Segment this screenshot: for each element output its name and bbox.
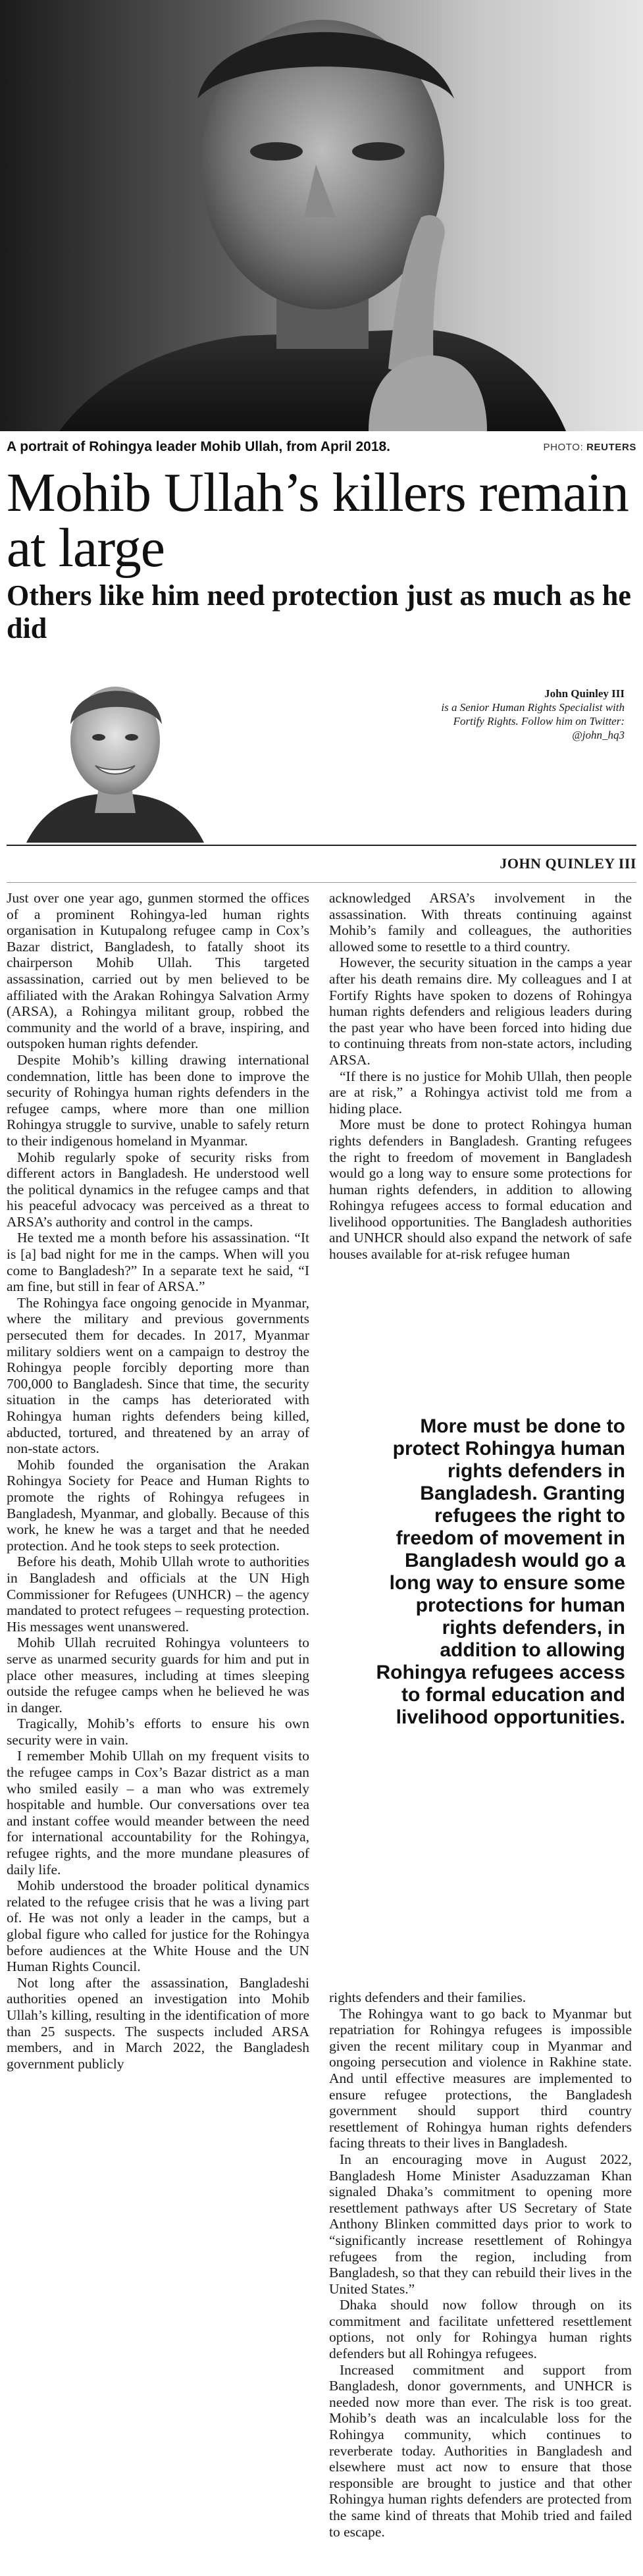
paragraph: rights defenders and their families. [329,1989,527,2005]
paragraph: I remember Mohib Ullah on my frequent visits to the refugee camps in Cox’s Bazar district as a man who smiled easily – a man who was extremely hospitable and humble. Our conversations over tea and instant coffee would meander between the need for international accountability for the Rohingya, refugee rights, and the more mundane pleasures of daily life. [7,1748,309,1878]
paragraph: Tragically, Mohib’s efforts to ensure his own security were in vain. [7,1716,309,1748]
photo-caption: A portrait of Rohingya leader Mohib Ullah, from April 2018. [7,439,391,454]
headline: Mohib Ullah’s killers remain at large [7,462,629,579]
paragraph: In an encouraging move in August 2022, Bangladesh Home Minister Asaduzzaman Khan signaled Dhaka’s commitment to opening more resettlement pathways after US Secretary of State Anthony Blinken committed days prior to work to “significantly increase resettlement of Rohingya refugees from the region, including from Bangladesh, so that they can rebuild their lives in the United States.” [329,2151,632,2297]
paragraph: The Rohingya face ongoing genocide in Myanmar, where the military and previous governments persecuted them for decades. In 2017, Myanmar military soldiers went on a campaign to destroy the Rohingya people forcibly deporting more than 700,000 to Bangladesh. Since that time, the security situation in the camps has deteriorated with Rohingya human rights defenders being killed, abducted, tortured, and threatened by an array of non-state actors. [7,1294,309,1457]
paragraph: acknowledged ARSA’s involvement in the assassination. With threats continuing against Mohib’s family and colleagues, the authorities allowed some to resettle to a third country. [329,890,632,955]
paragraph: Just over one year ago, gunmen stormed the offices of a prominent Rohingya-led human rights organisation in Kutupalong refugee camp in Cox’s Bazar district, Bangladesh, to fatally shoot its chairperson Mohib Ullah. This targeted assassination, carried out by men believed to be affiliated with the Arakan Rohingya Salvation Army (ARSA), a Rohingya militant group, robbed the community and the world of a brave, inspiring, and outspoken human rights defender. [7,890,309,1052]
paragraph: Before his death, Mohib Ullah wrote to authorities in Bangladesh and officials at the UN High Commissioner for Refugees (UNHCR) – the agency mandated to protect refugees – requesting protection. His messages went unanswered. [7,1554,309,1635]
paragraph: Mohib Ullah recruited Rohingya volunteers to serve as unarmed security guards for him and put in place other measures, including at times sleeping outside the refugee camps when he believed he was in danger. [7,1635,309,1716]
photo-credit-label: PHOTO: [543,441,584,453]
paragraph: Not long after the assassination, Bangladeshi authorities opened an investigation into Mohib Ullah’s killing, resulting in the identification of more than 25 suspects. The suspects included ARSA members, and in March 2022, the Bangladesh government publicly [7,1974,309,2072]
paragraph: Increased commitment and support from Bangladesh, donor governments, and UNHCR is needed now more than ever. The risk is too great. Mohib’s death was an incalculable loss for the Rohingya community, which continues to reverberate today. Authorities in Bangladesh and elsewhere must act now to ensure that those responsible are brought to justice and that other Rohingya human rights defenders are protected from the same kind of threats that Mohib tried and failed to escape. [329,2361,632,2540]
paragraph: He texted me a month before his assassination. “It is [a] bad night for me in the camps. When will you come to Bangladesh?” In a separate text he said, “I am fine, but still in fear of ARSA.” [7,1230,309,1295]
paragraph: However, the security situation in the camps a year after his death remains dire. My colleagues and I at Fortify Rights have spoken to dozens of Rohingya human rights defenders and religious leaders during the past year who have been forced into hiding due to continuing threats from non-state actors, including ARSA. [329,955,632,1068]
paragraph: Mohib regularly spoke of security risks from different actors in Bangladesh. He understood well the political dynamics in the refugee camps and that his peaceful advocacy was perceived as a threat to ARSA’s authority and control in the camps. [7,1149,309,1230]
paragraph: Dhaka should now follow through on its commitment and facilitate unfettered resettlement options, not only for Rohingya human rights defenders but all Rohingya refugees. [329,2297,632,2362]
byline-divider [7,882,636,883]
hero-photo [0,0,643,431]
author-bio-text: is a Senior Human Rights Specialist with Fortify Rights. Follow him on Twitter: @john_hq3 [441,701,625,741]
author-portrait [7,662,224,843]
photo-credit [544,442,637,453]
paragraph: More must be done to protect Rohingya human rights defenders in Bangladesh. Granting refugees the right to freedom of movement in Bangladesh would go a long way to ensure some protections for human rights defenders, in addition to allowing Rohingya refugees access to formal education and livelihood opportunities. The Bangladesh authorities and UNHCR should also expand the network of safe houses available for at-risk refugee human [329,1117,632,1263]
paragraph: “If there is no justice for Mohib Ullah, then people are at risk,” a Rohingya activist told me from a hiding place. [329,1068,632,1117]
photo-caption-row [7,437,636,457]
subheadline: Others like him need protection just as much as he did [7,579,631,644]
author-name: John Quinley III [544,687,625,700]
paragraph: Mohib founded the organisation the Arakan Rohingya Society for Peace and Human Rights to promote the rights of Rohingya refugees in Bangladesh, Myanmar, and globally. Because of this work, he knew he was a target and that he needed protection. And he took steps to seek protection. [7,1456,309,1554]
byline: JOHN QUINLEY III [7,845,636,872]
paragraph: Mohib understood the broader political dynamics related to the refugee crisis that he was a living part of. He was not only a leader in the camps, but a global figure who called for justice for the Rohingya before audiences at the White House and the UN Human Rights Council. [7,1878,309,1975]
author-bio [427,687,625,742]
paragraph: Despite Mohib’s killing drawing international condemnation, little has been done to improve the security of Rohingya human rights defenders in the refugee camps, where more than one million Rohingya struggle to survive, unable to safely return to their indigenous homeland in Myanmar. [7,1051,309,1149]
body-column-left [7,890,309,2072]
body-column-right-bottom [329,1989,632,2540]
body-column-right-top [329,890,632,1263]
pull-quote: More must be done to protect Rohingya human rights defenders in Bangladesh. Granting refugees the right to freedom of movement in Bangladesh would go a long way to ensure some protections for human rights defenders, in addition to allowing Rohingya refugees access to formal education and livelihood opportunities. [376,1415,625,1728]
paragraph: The Rohingya want to go back to Myanmar but repatriation for Rohingya refugees is impossible given the recent military coup in Myanmar and ongoing persecution and violence in Rakhine state. And until effective measures are implemented to ensure refugee protections, the Bangladesh government should support third country resettlement of Rohingya human rights defenders facing threats to their lives in Bangladesh. [329,2005,632,2151]
photo-credit-source: REUTERS [586,441,636,453]
